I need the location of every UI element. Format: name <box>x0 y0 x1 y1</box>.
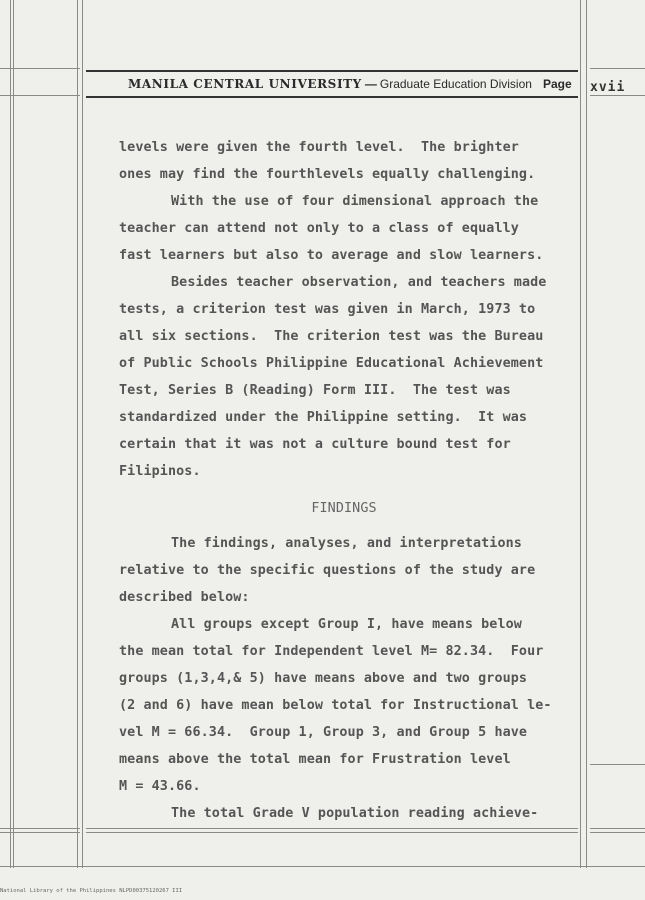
text-line: teacher can attend not only to a class of equally <box>119 221 519 236</box>
text-line: fast learners but also to average and slow learners. <box>119 248 544 263</box>
header-dash: — <box>364 77 377 91</box>
text-line: vel M = 66.34. Group 1, Group 3, and Group 5 have <box>119 725 528 740</box>
text-line: standardized under the Philippine setting. It was <box>119 410 528 425</box>
university-name: MANILA CENTRAL UNIVERSITY <box>128 77 362 91</box>
text-line: The total Grade V population reading achieve- <box>171 806 539 821</box>
text-line: Besides teacher observation, and teachers made <box>171 275 547 290</box>
text-line: all six sections. The criterion test was the Bureau <box>119 329 544 344</box>
ledger-rule <box>590 832 645 833</box>
scan-footer: National Library of the Philippines NLPD00375120267 III <box>0 888 183 894</box>
text-line: described below: <box>119 590 250 605</box>
text-line: of Public Schools Philippine Educational Achievement <box>119 356 544 371</box>
margin-rule <box>580 0 581 868</box>
text-line: certain that it was not a culture bound test for <box>119 437 511 452</box>
text-line: All groups except Group I, have means below <box>171 617 522 632</box>
margin-rule <box>82 0 83 868</box>
ledger-rule <box>0 866 645 867</box>
margin-rule <box>77 0 78 868</box>
text-line: ones may find the fourthlevels equally challenging. <box>119 167 536 182</box>
ledger-rule <box>0 95 80 96</box>
body-text <box>119 134 569 827</box>
text-line: the mean total for Independent level M= 82.34. Four <box>119 644 544 659</box>
margin-rule <box>586 0 587 868</box>
text-line: With the use of four dimensional approach the <box>171 194 539 209</box>
division-name: Graduate Education Division <box>379 77 532 91</box>
ledger-rule <box>590 95 645 96</box>
text-line: Test, Series B (Reading) Form III. The test was <box>119 383 511 398</box>
margin-rule <box>10 0 11 868</box>
text-line: groups (1,3,4,& 5) have means above and two groups <box>119 671 528 686</box>
text-line: The findings, analyses, and interpretations <box>171 536 522 551</box>
page-header <box>88 74 580 94</box>
text-line: Filipinos. <box>119 464 201 479</box>
text-line: relative to the specific questions of the study are <box>119 563 536 578</box>
ledger-rule <box>0 68 80 69</box>
ledger-rule <box>590 828 645 829</box>
page-number: xvii <box>590 80 626 95</box>
ledger-rule <box>0 828 80 829</box>
ledger-rule <box>86 832 578 833</box>
text-line: levels were given the fourth level. The brighter <box>119 140 519 155</box>
header-rule-top <box>86 70 578 72</box>
margin-rule <box>13 0 14 868</box>
text-line: M = 43.66. <box>119 779 201 794</box>
header-rule-bottom <box>86 96 578 98</box>
text-line: tests, a criterion test was given in March, 1973 to <box>119 302 536 317</box>
section-heading: FINDINGS <box>311 501 377 516</box>
ledger-rule <box>86 828 578 829</box>
ledger-rule <box>590 764 645 765</box>
text-line: (2 and 6) have mean below total for Instructional le- <box>119 698 552 713</box>
page-label: Page <box>543 77 572 91</box>
ledger-rule <box>590 68 645 69</box>
text-line: means above the total mean for Frustration level <box>119 752 511 767</box>
ledger-rule <box>0 832 80 833</box>
